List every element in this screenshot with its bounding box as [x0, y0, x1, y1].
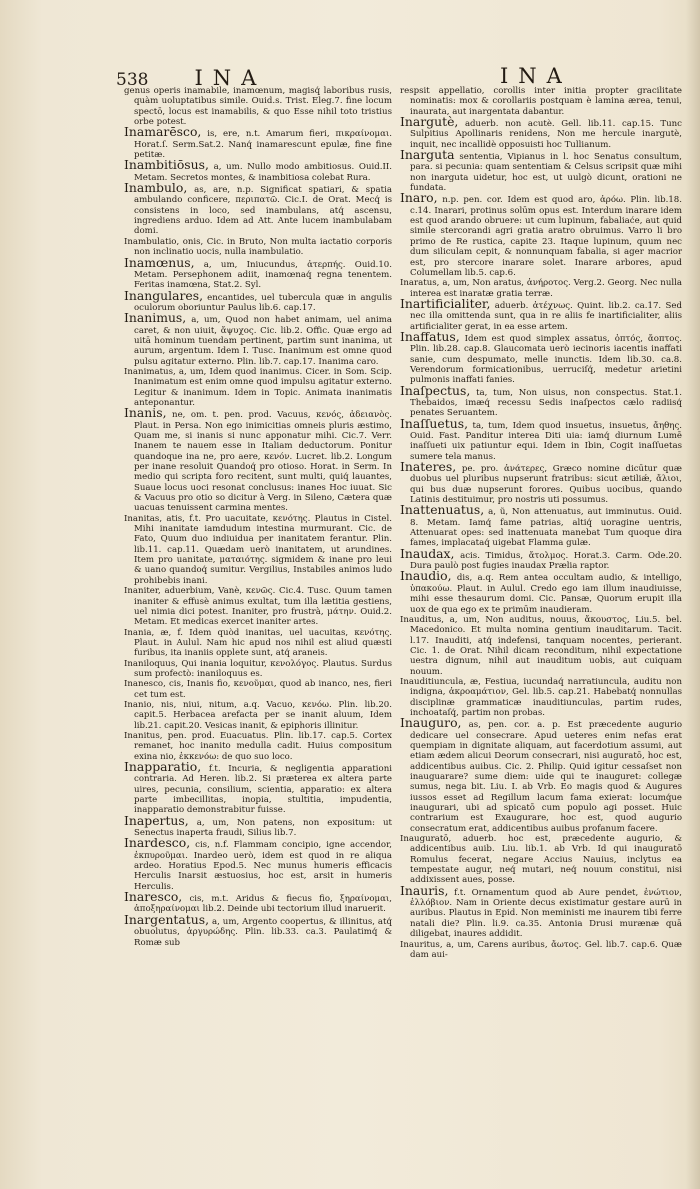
entry-text: ne, om. t. pen. prod. Vacuus, κενός, ἀδειανὸς. Plaut. in Persa. Non ego inimicitias omneis pluris æstimo, Quam me, si inanis si nunc apponatur mihi. Cic.7. Verr. Inanem te nauem esse in Italiam deductorum. Ponitur quandoque ina ne, pro aere, κενόν. Lucret. lib.2. Longum per inane resoluit Quandoq́ pro otioso. Horat. in Serm. In medio qui scripta foro recitent, sunt multi, quiq́ lauantes, Suaue locus uoci resonat conclusus: inanes Hoc iuuat. Sic & Vacuus pro otio so dicitur à Verg. in Sileno, Cætera quæ uacuas tenuissent carmina mentes.: [134, 410, 393, 514]
dictionary-entry: [400, 882, 682, 940]
entry-text: Inaniter, aduerbium, Vanè, κενῶς. Cic.4. Tusc. Quum tamen inaniter & effusè animus exultat, tum illa lætitia gestiens, uel nimia dici potest. Inaniter, pro frustrà, μάτην. Ouid.2. Metam. Et medicas exercet inaniter artes.: [124, 586, 392, 628]
entry-text: as, are, n.p. Significat spatiari, & spatia ambulando conficere, περιπατῶ. Cic.I. de Orat. Mecq́ is consistens in loco, sed inambulans, atq́ ascensu, ingrediens arduo. Idem ad Att. Ante lucem inambulabam domi.: [134, 185, 392, 237]
dictionary-entry: [124, 514, 392, 586]
entry-text: a, um. Nullo modo ambitiosus. Ouid.II. Metam. Secretos montes, & inambitiosa colebat Rura.: [134, 162, 392, 183]
entry-headword: Inanis,: [124, 405, 167, 421]
dictionary-entry: [400, 715, 682, 834]
entry-text: respsit appellatio, corollis inter initia propter gracilitate nominatis: mox & corollariis postquam è lamina ærea, tenui, inaurata, aut inargentata dabantur.: [400, 86, 682, 117]
entry-text: Inania, æ, f. Idem quòd inanitas, uel uacuitas, κενότης. Plaut. in Aulul. Nam hic apud nos nihil est aliud quæsti furibus, ita inaniis opplete sunt, atq́ araneis.: [124, 627, 392, 659]
entry-headword: Inambitiōsus,: [124, 157, 209, 173]
dictionary-entry: [400, 86, 682, 117]
dictionary-entry: [124, 835, 392, 892]
dictionary-entry: [400, 459, 682, 506]
entry-text: ta, tum, Idem quod insuetus, insuetus, ἄηθης. Ouid. Fast. Panditur interea Diti uia: iamq́ diurnum Lumē inaſſueti uix patiuntur equi. Idem in Ibin, Cogit inaſſuetas sumere tela manus.: [410, 420, 682, 462]
entry-headword: Inargentatus,: [124, 911, 210, 927]
entry-headword: Inauris,: [400, 882, 449, 898]
entry-headword: Inauguro,: [400, 715, 462, 731]
entry-headword: Inargutè,: [400, 114, 459, 130]
entry-text: Inanio, nis, niui, nitum, a.q. Vacuo, κενόω. Plin. lib.20. capit.5. Herbacea arefacta per se inanit aluum, Idem lib.21. capit.20. Vesicas inanit, & epiphoris illinitur.: [124, 699, 392, 731]
entry-text: Inambulatio, onis, Cic. in Bruto, Non multa iactatio corporis non inclinatio uocis, nulla inambulatio.: [124, 236, 392, 258]
entry-text: Inauditus, a, um, Non auditus, nouus, ἄκουστος, Liu.5. bel. Macedonico. Et multa nomina gentium inauditarum. Tacit. l.17. Inauditi, atq́ indefensi, tanquam nocentes, perierant. Cic. 1. de Orat. Nihil dicam reconditum, nihil expectatione uestra dignum, nihil aut inauditum uobis, aut cuiquam nouum.: [400, 614, 682, 677]
left-column: [124, 86, 392, 948]
entry-text: Inanitas, atis, f.t. Pro uacuitate, κενότης. Plautus in Cistel. Mihi inanitate iamdudum intestina murmurant. Cic. de Fato, Quum duo indiuidua per inanitatem ferantur. Plin. lib.11. cap.11. Quædam uerò inanitatem, ut arundines. Item pro uanitate, ματαιότης. sigmidem & inane pro leui & uano quandoq́ sumitur. Vergilius, Instabiles animos ludo prohibebis inani.: [124, 513, 392, 586]
entry-text: a, um, Argento coopertus, & illinitus, atq́ obuolutus, ἀργυρώδης. Plin. lib.33. ca.3. Paulatimq́ & Romæ sub: [134, 916, 392, 948]
page-number: 538: [116, 70, 149, 90]
dictionary-entry: [124, 911, 392, 948]
right-column: [400, 86, 682, 960]
dictionary-entry: [124, 86, 392, 127]
dictionary-entry: [400, 502, 682, 549]
dictionary-entry: [400, 415, 682, 462]
dictionary-entry: [400, 382, 682, 419]
entry-headword: Inaſpectus,: [400, 382, 471, 398]
entry-text: n.p. pen. cor. Idem est quod aro, ἀρόω. Plin. lib.18. c.14. Inarari, protinus solūm opus est. Interdum inarare idem est quod arando obruere: ut cum lupinum, fabaliaće, aut quid simile stercorandi agri gratia aratro obruimus. Varro li bro primo de Re rustica, capite 23. Itaque lupinum, quum nec dum siliculam cepit, & nonnunquam fabalia, si ager macrior est, pro stercore inarare solet. Inarare arbores, apud Columellam lib.5. cap.6.: [410, 195, 682, 278]
dictionary-entry: [124, 367, 392, 408]
entry-text: Inauritus, a, um, Carens auribus, ἄωτος. Gel. lib.7. cap.6. Quæ dam aui-: [400, 939, 682, 960]
entry-text: as, pen. cor. a. p. Est præcedente augurio dedicare uel consecrare. Apud ueteres enim nefas erat quempiam in dignitate aliquam, aut facerdotium assumi, aut etiam ædem alicui Deorum consecrari, nisi auguratō, hoc est, addicentibus auibus. Cic. 2. Philip. Quid igitur cessaſset non inauguarare? sume diem: uide qui te inauguret: collegæ sumus, nega bit. Liu. I. ab Vrb. Eo magis quod & Augures iussos esset ad Regillum lacum fama exierat: locumq́ue inaugurari, ubi ad spicatō cum populo agi posset. Huic contrarium est Exaugurare, hoc est, quod augurio consecratum erat, addicentibus auibus profanum facere.: [410, 720, 682, 834]
dictionary-entry: [124, 586, 392, 627]
dictionary-entry: [400, 190, 682, 278]
dictionary-entry: [400, 295, 682, 332]
entry-headword: Inaresco,: [124, 889, 183, 905]
entry-text: a, ũ, Non attenuatus, aut imminutus. Ouid. 8. Metam. Iamq́ fame patrias, altiq́ uoragine uentris, Attenuarat opes: sed inattenuata manebat Tum quoque dira fames, implacataq́ uigebat Flamma gulæ.: [410, 507, 682, 549]
entry-text: Inanimatus, a, um, Idem quod inanimus. Cicer. in Som. Scip. Inanimatum est enim omne quod impulsu agitatur externo. Legitur & inanimum. Idem in Topic. Animata inanimatis anteponantur.: [124, 366, 392, 408]
entry-headword: Inaudio,: [400, 568, 452, 584]
entry-text: sententia, Vipianus in l. hoc Senatus consultum, para. si pecunia: quam sententiam & Celsus scripsit quæ mihi non inarguta uidetur, hoc est, ut uulgò dicunt, orationi ne fundata.: [410, 152, 682, 194]
page-edge-shadow: [686, 0, 700, 1189]
entry-text: Inanitus, pen. prod. Euacuatus. Plin. lib.17. cap.5. Cortex remanet, hoc inanito medulla cadit. Huius compositum exina nio, ἐκκενόω: de quo suo loco.: [124, 730, 392, 762]
entry-text: dis, a.q. Rem antea occultam audio, & intelligo, ὑπακούω. Plaut. in Aulul. Credo ego iam illum inaudiuisse, mihi esse thesaurum domi. Cic. Pansæ, Quorum erupit illa uox de qua ego ex te primūm inaudieram.: [410, 573, 683, 615]
entry-text: acis. Timidus, ἄτολμος. Horat.3. Carm. Ode.20. Dura paulò post fugies inaudax Prælia raptor.: [410, 550, 682, 572]
entry-text: cis, n.f. Flammam concipio, igne accendor, ἐκπυροῦμαι. Inardeo uerò, idem est quod in re aliqua ardeo. Horatius Epod.5. Nec munus humeris efficacis Herculis Inarsit æstuosius, hoc est, arsit in humeris Herculis.: [134, 840, 392, 892]
entry-headword: Inamarēsco,: [124, 124, 202, 140]
entry-headword: Inartificialiter,: [400, 295, 491, 311]
dictionary-entry: [124, 180, 392, 237]
dictionary-entry: [124, 124, 392, 161]
entry-headword: Inardesco,: [124, 835, 191, 851]
dictionary-entry: [400, 328, 682, 386]
entry-text: aduerb. ἀτέχνως. Quint. lib.2. ca.17. Sed nec illa omittenda sunt, qua in re aliis fe inartificialiter, aliis artificialiter gerat, in ea esse artem.: [410, 300, 682, 332]
entry-text: aduerb. non acutè. Gell. lib.11. cap.15. Tunc Sulpitius Apollinaris renidens, Non me hercule inargutè, inquit, nec incallidè opposuisti hoc Tullianum.: [410, 119, 682, 150]
entry-headword: Inapparatio,: [124, 759, 202, 774]
entry-text: Inauditiuncula, æ, Festiua, iucundaq́ narratiuncula, auditu non indigna, ἀκροαμάτιον, Gel. lib.5. cap.21. Habebatq́ nonnullas disciplinæ grammaticæ inauditiunculas, partim rudes, inchoataſq́, partim non probas.: [400, 676, 682, 718]
dictionary-entry: [124, 759, 392, 816]
entry-text: Idem est quod simplex assatus, ὀπτός, ἄοπτος. Plin. lib.28. cap.8. Glaucomata uerò iecinoris iacentis inaffati sanie, cum despumato, melle inunctis. Idem lib.30. ca.8. Verendorum formicationibus, uerruciſq́, medetur arietini pulmonis inaffati fanies.: [410, 333, 682, 386]
entry-headword: Inarguta: [400, 147, 455, 163]
column-divider: [396, 92, 397, 1172]
entry-headword: Inambulo,: [124, 180, 188, 196]
dictionary-entry: [124, 731, 392, 762]
running-head-left: INA: [194, 66, 267, 90]
dictionary-entry: [400, 568, 683, 615]
entry-headword: Inattenuatus,: [400, 502, 485, 518]
entry-text: Inaniloquus, Qui inania loquitur, κενολόγος. Plautus. Surdus sum profectò: inaniloquus es.: [124, 658, 392, 679]
running-head-right: INA: [500, 64, 572, 88]
entry-headword: Inaro,: [400, 190, 438, 206]
entry-text: Inanesco, cis, Inanis fio, κενοῦμαι, quod ab inanco, nes, fieri cet tum est.: [124, 679, 392, 700]
entry-headword: Inangulares,: [124, 287, 204, 303]
entry-headword: Inapertus,: [124, 812, 189, 828]
entry-headword: Inaffatus,: [400, 328, 460, 344]
dictionary-entry: [124, 405, 393, 514]
entry-text: genus operis inamabile, inamœnum, magisq́ laboribus rusis, quàm uoluptatibus simile. Ouid.s. Trist. Eleg.7. fine locum spectō, locus est inamabilis, & quo Esse nihil toto tristius orbe potest.: [124, 86, 392, 128]
dictionary-entry: [124, 679, 392, 700]
entry-text: Inaratus, a, um, Non aratus, ἀνήροτος. Verg.2. Georg. Nec nulla interea est inaratæ gratia terræ.: [400, 278, 682, 299]
entry-text: is, ere, n.t. Amarum fieri, πικραίνομαι. Horat.ſ. Serm.Sat.2. Nanq́ inamarescunt epulæ, fine fine petitæ.: [134, 129, 392, 161]
dictionary-entry: [124, 659, 392, 680]
entry-headword: Inaſſuetus,: [400, 415, 469, 431]
entry-headword: Inamœnus,: [124, 254, 195, 270]
entry-text: a, um, Non patens, non expositum: ut Senectus inaperta fraudi, Silius lib.7.: [134, 817, 393, 839]
dictionary-entry: [124, 628, 392, 659]
dictionary-entry: [400, 834, 682, 886]
entry-headword: Inanimus,: [124, 310, 187, 326]
dictionary-entry: [400, 114, 682, 150]
dictionary-entry: [400, 615, 682, 677]
dictionary-entry: [400, 940, 682, 961]
entry-text: a, um, Quod non habet animam, uel anima caret, & non uiuit, ἄψυχος. Cic. lib.2. Offic. Quæ ergo ad uitā hominum tuendam pertinent, partim sunt inanima, ut aurum, argentum. Idem I. Tusc. Inanimum est omne quod pulsu agitatur externo. Plin. lib.7. cap.17. Inanima caro.: [134, 315, 393, 367]
entry-headword: Inaudax,: [400, 545, 455, 561]
entry-text: f.t. Incuria, & negligentia apparationi contraria. Ad Heren. lib.2. Si præterea ex altera parte uires, pecunia, consilium, scientia, apparatio: ex altera parte imbecillitas, inopia, stultitia, impudentia, inapparatio demonstrabitur fuisse.: [134, 764, 392, 816]
dictionary-entry: [124, 700, 392, 731]
entry-text: pe. pro. ἀνάτερες, Græco nomine dicūtur quæ duobus uel pluribus nupserunt fratribus: sicut ætiliǽ, ἄλιοι, qui bus duæ nupserunt forores. Quibus uocibus, quando Latinis destituimur, pro nostris uti possumus.: [410, 464, 682, 506]
entry-text: f.t. Ornamentum quod ab Aure pendet, ἐνώτιον, ἐλλόβιον. Nam in Oriente decus existimatur gestare aurū in auribus. Plautus in Epid. Non meministi me inaurem tibi ferre natali die? Plin. li.9. ca.35. Antonia Drusi murænæ quā diligebat, inaures addidit.: [410, 887, 682, 940]
entry-text: a, um, Iniucundus, ἀτερπής. Ouid.10. Metam. Persephonem adiit, inamœnaq́ regna tenentem. Feritas inamœna, Stat.2. Syl.: [134, 259, 392, 291]
entry-text: encantides, uel tubercula quæ in angulis oculorum oboriuntur Paulus lib.6. cap.17.: [134, 292, 392, 313]
dictionary-entry: [400, 147, 682, 194]
entry-text: cis, m.t. Aridus & fiecus fio, ξηραίνομαι, ἀποξηραίνομαι lib.2. Deinde ubi tectorium illud inaruerit.: [134, 894, 392, 915]
entry-text: ta, tum, Non uisus, non conspectus. Stat.1. Thebaidos, imæq́ recessu Sedis inaſpectos cælo radiisq́ penates Seruantem.: [410, 387, 682, 419]
dictionary-entry: [400, 677, 682, 718]
dictionary-entry: [124, 310, 393, 367]
entry-text: Inauguratō, aduerb. hoc est, præcedente augurio, & addicentibus auib. Liu. lib.1. ab Vrb. Id qui inauguratō Romulus fecerat, negare Accius Nauius, inclytus ea tempestate augur, neq́ mutari, neq́ nouum constitui, nisi addixissent aues, posse.: [400, 834, 682, 886]
entry-headword: Inateres,: [400, 459, 457, 475]
dictionary-entry: [124, 254, 392, 291]
